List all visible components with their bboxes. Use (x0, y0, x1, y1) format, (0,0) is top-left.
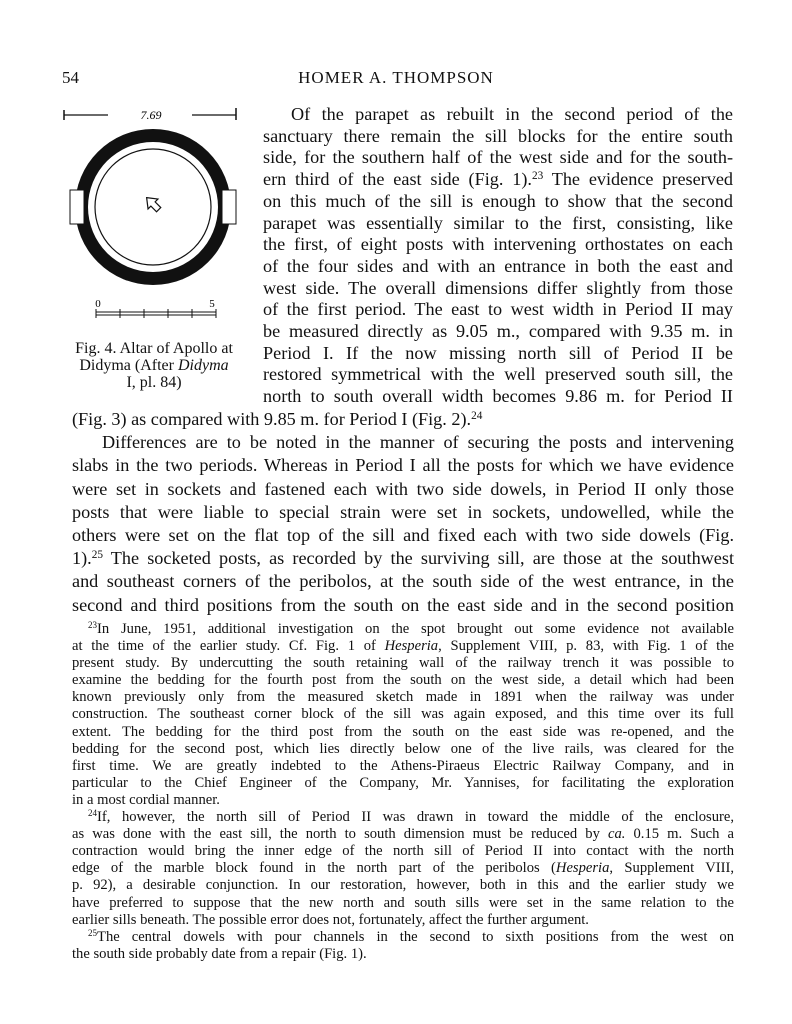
text-line: parapet was essentially similar to the first, consisting, like (263, 212, 733, 233)
footnote-line: construction. The southeast corner block of the sill was again exposed, and this time over its full (72, 706, 734, 723)
text-line: the first, of eight posts with intervening orthostates on each (263, 234, 733, 255)
east-entrance (222, 190, 236, 224)
footnote-line: earlier sills beneath. The possible error does not, fortunately, affect the further argument. (72, 911, 589, 928)
footnote-line: $^{24}$If, however, the north sill of Period II was drawn in toward the middle of the enclosure, (88, 808, 734, 826)
footnote-ref-24: 24 (471, 409, 483, 422)
text-line: Differences are to be noted in the manner of securing the posts and intervening (102, 432, 734, 453)
dimension-label: 7.69 (140, 108, 162, 122)
text-line: others were set on the flat top of the sill and fixed each with two side dowels (Fig. (72, 525, 734, 546)
footnote-line: as was done with the east sill, the north to south dimension must be reduced by ca. 0.15 m. Such a (72, 826, 734, 843)
footnote-line: contraction would bring the inner edge of the north sill of Period II into contact with the north (72, 843, 734, 860)
text-line: Period I. If the now missing north sill of Period II be (263, 342, 733, 363)
footnote-24 (72, 809, 734, 929)
altar-plan-drawing (56, 100, 256, 320)
text-line: second and third positions from the south on the east side and in the second position (72, 594, 734, 615)
footnote-line: examine the bedding for the fourth post from the south on the west side, a detail which had been (72, 672, 734, 689)
text-line: side, for the southern half of the west side and for the south- (263, 147, 733, 168)
text-line: and southeast corners of the peribolos, at the south side of the west entrance, in the (72, 571, 734, 592)
footnote-line: bedding for the second post, which lies directly below one of the live rails, was cleared for the (72, 740, 734, 757)
text-line: restored symmetrical with the well preserved south sill, the (263, 364, 733, 385)
text-line: west side. The overall dimensions differ slightly from those (263, 277, 733, 298)
text-line: were set in sockets and fastened each with two side dowels, in Period II only those (72, 478, 734, 499)
footnote-line: at the time of the earlier study. Cf. Fig. 1 of Hesperia, Supplement VIII, p. 83, with Fig. 1 of the (72, 638, 734, 655)
footnote-line: $^{23}$In June, 1951, additional investigation on the spot brought out some evidence not available (88, 620, 734, 637)
footnote-line: known previously only from the measured sketch made in 1891 when the railway was under (72, 689, 734, 706)
footnote-line: first time. We are greatly indebted to the Athens-Piraeus Electric Railway Company, and in (72, 757, 734, 774)
footnote-ref-25: 25 (91, 549, 103, 562)
footnote-line: $^{25}$The central dowels with pour channels in the second to sixth positions from the west on (88, 927, 734, 945)
text-line: sanctuary there remain the sill blocks for the entire south (263, 125, 733, 146)
text-line: 1).$^{25}$ The socketed posts, as recorded by the surviving sill, are those at the southwest (72, 548, 734, 569)
text-line: north to south overall width becomes 9.86 m. for Period II (263, 386, 733, 407)
text-line: of the four sides and with an entrance in both the east and (263, 255, 733, 276)
footnote-25 (72, 929, 734, 963)
text-line: ern third of the east side (Fig. 1).$^{23}$ The evidence preserved (263, 169, 733, 190)
footnote-line: edge of the marble block found in the north part of the peribolos (Hesperia, Supplement VIII, (72, 860, 734, 877)
page-number: 54 (62, 68, 79, 87)
figure-caption (54, 340, 254, 391)
footnote-line: the south side probably date from a repair (Fig. 1). (72, 945, 367, 962)
scale-bar (96, 309, 216, 318)
footnote-ref-23: 23 (531, 169, 544, 182)
footnote-line: extent. The bedding for the third post from the south on the east side was re-opened, and the (72, 723, 734, 740)
body-text-wrapped (263, 104, 733, 408)
footnote-line: particular to the Chief Engineer of the Company, Mr. Yannises, for facilitating the exploration (72, 774, 734, 791)
west-entrance (70, 190, 84, 224)
body-text-full (72, 408, 734, 617)
footnote-line: have preferred to suppose that the new north and south sills were set in the same relation to the (72, 894, 734, 911)
text-line: posts that were liable to special strain were set in sockets, undowelled, while the (72, 501, 734, 522)
text-line: (Fig. 3) as compared with 9.85 m. for Period I (Fig. 2).$^{24}$ (72, 409, 483, 429)
text-line: be measured directly as 9.05 m., compared with 9.35 m. in (263, 321, 733, 342)
text-line: on this much of the sill is enough to show that the second (263, 190, 733, 211)
altar-figure (56, 100, 256, 320)
text-line: Of the parapet as rebuilt in the second period of the (291, 104, 733, 124)
footnote-line: in a most cordial manner. (72, 791, 220, 808)
scale-start-label: 0 (95, 298, 101, 310)
running-head: HOMER A. THOMPSON (298, 68, 494, 87)
text-line: of the first period. The east to west width in Period II may (263, 299, 733, 320)
footnotes (72, 621, 734, 963)
caption-line: I, pl. 84) (126, 374, 182, 391)
footnote-line: present study. By undercutting the south retaining wall of the railway trench it was possible to (72, 655, 734, 672)
scale-end-label: 5 (209, 298, 215, 310)
caption-line: Fig. 4. Altar of Apollo at (75, 340, 233, 357)
text-line: slabs in the two periods. Whereas in Period I all the posts for which we have evidence (72, 455, 734, 476)
footnote-line: p. 92), a desirable conjunction. In our restoration, however, both in this and the earlier study we (72, 877, 734, 894)
caption-line: Didyma (After Didyma (79, 357, 229, 374)
footnote-23 (72, 621, 734, 809)
